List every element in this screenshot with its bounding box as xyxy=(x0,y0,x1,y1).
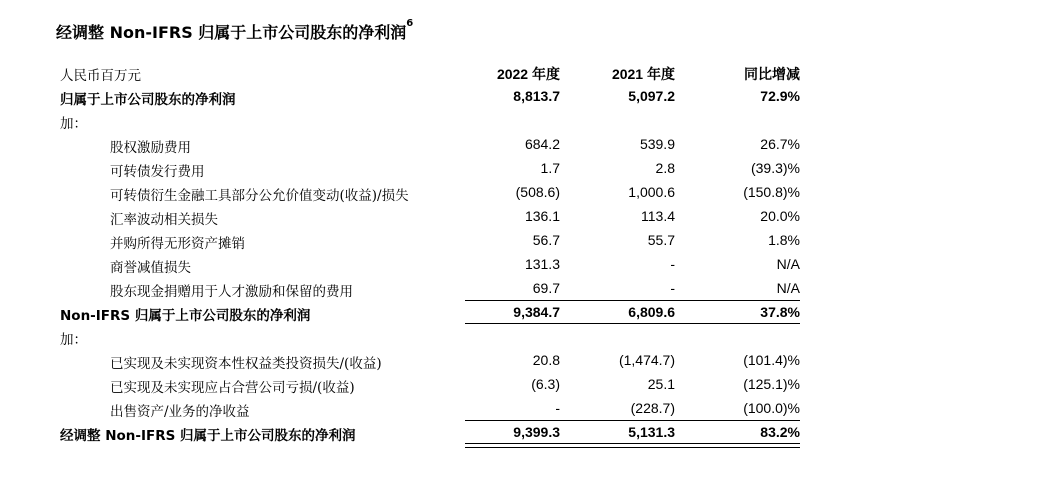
page-title xyxy=(56,20,413,43)
value-yoy: (125.1)% xyxy=(743,376,800,392)
subtotal-row xyxy=(60,300,800,324)
col-header-2021: 2021 年度 xyxy=(611,66,675,82)
value-2022: 136.1 xyxy=(524,208,560,224)
subtotal-rule xyxy=(465,300,800,301)
value-2022: (6.3) xyxy=(531,376,560,392)
row-label: 出售资产/业务的净收益 xyxy=(110,404,250,420)
value-2021: 25.1 xyxy=(647,376,675,392)
table-row xyxy=(60,348,800,372)
value-2021: 113.4 xyxy=(641,208,675,224)
value-2021: 2.8 xyxy=(655,160,675,176)
financial-table xyxy=(60,60,800,444)
value-yoy: 20.0% xyxy=(760,208,800,224)
total-double-underline xyxy=(465,443,800,448)
table-row xyxy=(60,204,800,228)
value-yoy: 83.2% xyxy=(760,424,800,440)
value-yoy: 72.9% xyxy=(760,88,800,104)
value-2022: 56.7 xyxy=(532,232,560,248)
value-2022: 1.7 xyxy=(540,160,560,176)
value-2022: 9,399.3 xyxy=(513,424,560,440)
table-header-row xyxy=(60,60,800,84)
value-2021: 1,000.6 xyxy=(628,184,675,200)
value-2022: 684.2 xyxy=(524,136,560,152)
row-label: 汇率波动相关损失 xyxy=(110,212,218,228)
row-label: 归属于上市公司股东的净利润 xyxy=(60,92,236,108)
row-label: 并购所得无形资产摊销 xyxy=(110,236,245,252)
value-2021: 55.7 xyxy=(647,232,675,248)
value-2021: (1,474.7) xyxy=(618,352,675,368)
table-row xyxy=(60,180,800,204)
row-label: 商誉减值损失 xyxy=(110,260,191,276)
value-yoy: N/A xyxy=(776,280,800,296)
title-footnote: 6 xyxy=(406,18,414,29)
value-yoy: 1.8% xyxy=(768,232,800,248)
table-row xyxy=(60,84,800,108)
unit-label: 人民币百万元 xyxy=(60,68,141,84)
value-2022: 20.8 xyxy=(532,352,560,368)
row-label: 股权激励费用 xyxy=(110,140,191,156)
table-row xyxy=(60,132,800,156)
value-2021: - xyxy=(670,280,675,296)
table-row xyxy=(60,276,800,300)
value-2021: - xyxy=(670,256,675,272)
value-2022: 9,384.7 xyxy=(513,304,560,320)
table-row xyxy=(60,252,800,276)
table-row xyxy=(60,324,800,348)
value-2021: 6,809.6 xyxy=(628,304,675,320)
row-label: 股东现金捐赠用于人才激励和保留的费用 xyxy=(110,284,353,300)
table-row xyxy=(60,396,800,420)
value-yoy: (39.3)% xyxy=(750,160,800,176)
table-row xyxy=(60,372,800,396)
table-row xyxy=(60,108,800,132)
table-row xyxy=(60,156,800,180)
value-yoy: (101.4)% xyxy=(743,352,800,368)
row-label: 已实现及未实现应占合营公司亏损/(收益) xyxy=(110,380,355,396)
title-text: 经调整 Non-IFRS 归属于上市公司股东的净利润 xyxy=(56,23,407,42)
value-yoy: (150.8)% xyxy=(743,184,800,200)
value-2022: 69.7 xyxy=(532,280,560,296)
value-2021: 5,097.2 xyxy=(628,88,675,104)
value-2021: 5,131.3 xyxy=(628,424,675,440)
value-2021: 539.9 xyxy=(639,136,675,152)
value-yoy: 37.8% xyxy=(760,304,800,320)
table-row xyxy=(60,228,800,252)
total-row xyxy=(60,420,800,444)
value-2022: 131.3 xyxy=(524,256,560,272)
value-yoy: N/A xyxy=(776,256,800,272)
row-label: 加： xyxy=(60,116,87,132)
value-2022: (508.6) xyxy=(515,184,560,200)
total-rule xyxy=(465,420,800,421)
row-label: 可转债衍生金融工具部分公允价值变动(收益)/损失 xyxy=(110,188,409,204)
col-header-yoy: 同比增减 xyxy=(744,66,800,82)
value-2022: - xyxy=(555,400,560,416)
row-label: Non-IFRS 归属于上市公司股东的净利润 xyxy=(60,308,311,324)
col-header-2022: 2022 年度 xyxy=(496,66,560,82)
value-2021: (228.7) xyxy=(630,400,675,416)
value-yoy: 26.7% xyxy=(760,136,800,152)
value-2022: 8,813.7 xyxy=(513,88,560,104)
row-label: 经调整 Non-IFRS 归属于上市公司股东的净利润 xyxy=(60,428,356,444)
row-label: 加： xyxy=(60,332,87,348)
row-label: 可转债发行费用 xyxy=(110,164,205,180)
value-yoy: (100.0)% xyxy=(743,400,800,416)
row-label: 已实现及未实现资本性权益类投资损失/(收益) xyxy=(110,356,382,372)
